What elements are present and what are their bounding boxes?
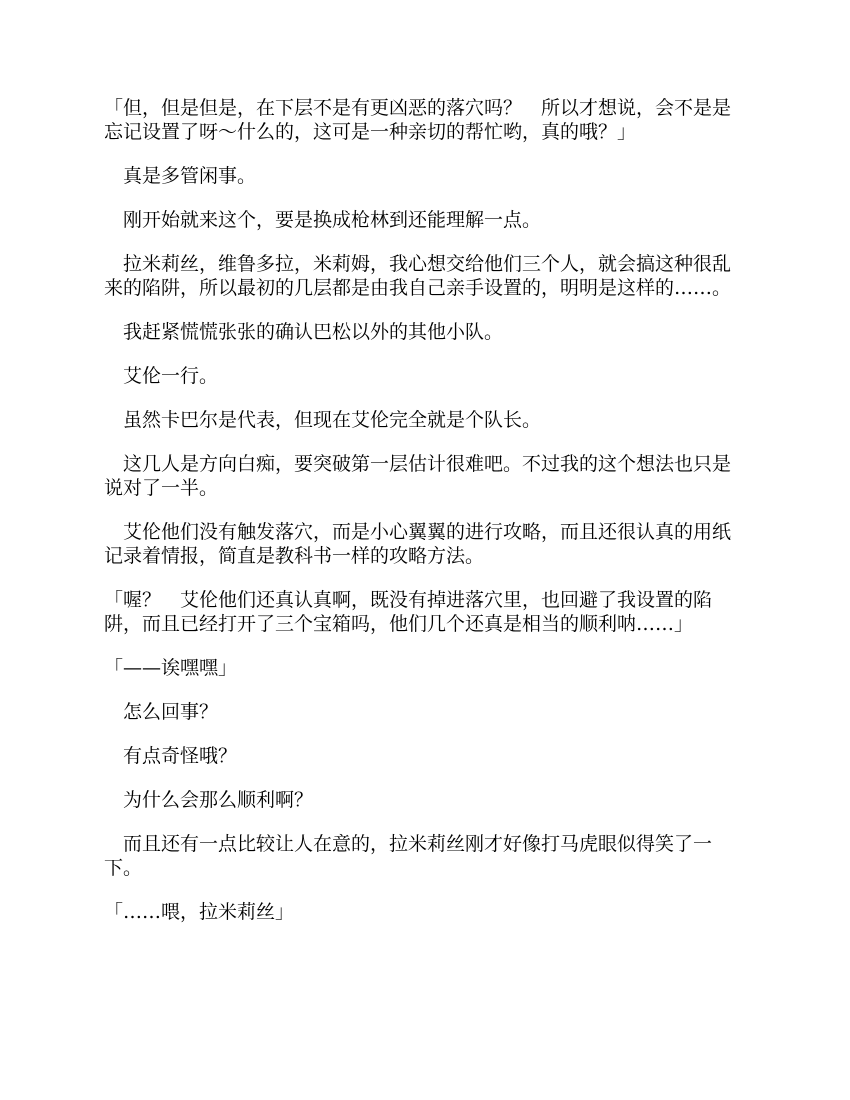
paragraph: 刚开始就来这个，要是换成枪林到还能理解一点。 <box>104 209 542 231</box>
paragraph: 「——诶嘿嘿」 <box>104 657 238 679</box>
paragraph: 拉米莉丝，维鲁多拉，米莉姆，我心想交给他们三个人，就会搞这种很乱来的陷阱，所以最初的几层都是由我自己亲手设置的，明明是这样的……。 <box>104 253 732 299</box>
paragraph: 艾伦一行。 <box>104 365 219 387</box>
paragraph: 有点奇怪哦？ <box>104 745 238 767</box>
paragraph: 真是多管闲事。 <box>104 165 257 187</box>
paragraph: 这几人是方向白痴，要突破第一层估计很难吧。不过我的这个想法也只是说对了一半。 <box>104 453 732 499</box>
paragraph: 「但，但是但是，在下层不是有更凶恶的落穴吗？ 所以才想说，会不是是忘记设置了呀～什么的，这可是一种亲切的帮忙哟，真的哦？」 <box>104 97 732 143</box>
paragraph: 虽然卡巴尔是代表，但现在艾伦完全就是个队长。 <box>104 409 542 431</box>
paragraph: 我赶紧慌慌张张的确认巴松以外的其他小队。 <box>104 321 504 343</box>
paragraph: 怎么回事？ <box>104 701 219 723</box>
paragraph: 艾伦他们没有触发落穴，而是小心翼翼的进行攻略，而且还很认真的用纸记录着情报，简直是教科书一样的攻略方法。 <box>104 521 732 567</box>
paragraph: 「喔？ 艾伦他们还真认真啊，既没有掉进落穴里，也回避了我设置的陷阱，而且已经打开了三个宝箱吗，他们几个还真是相当的顺利呐……」 <box>104 589 713 635</box>
document-page <box>104 96 749 944</box>
paragraph: 为什么会那么顺利啊？ <box>104 789 314 811</box>
paragraph: 「……喂，拉米莉丝」 <box>104 901 295 923</box>
paragraph: 而且还有一点比较让人在意的，拉米莉丝刚才好像打马虎眼似得笑了一下。 <box>104 833 713 879</box>
